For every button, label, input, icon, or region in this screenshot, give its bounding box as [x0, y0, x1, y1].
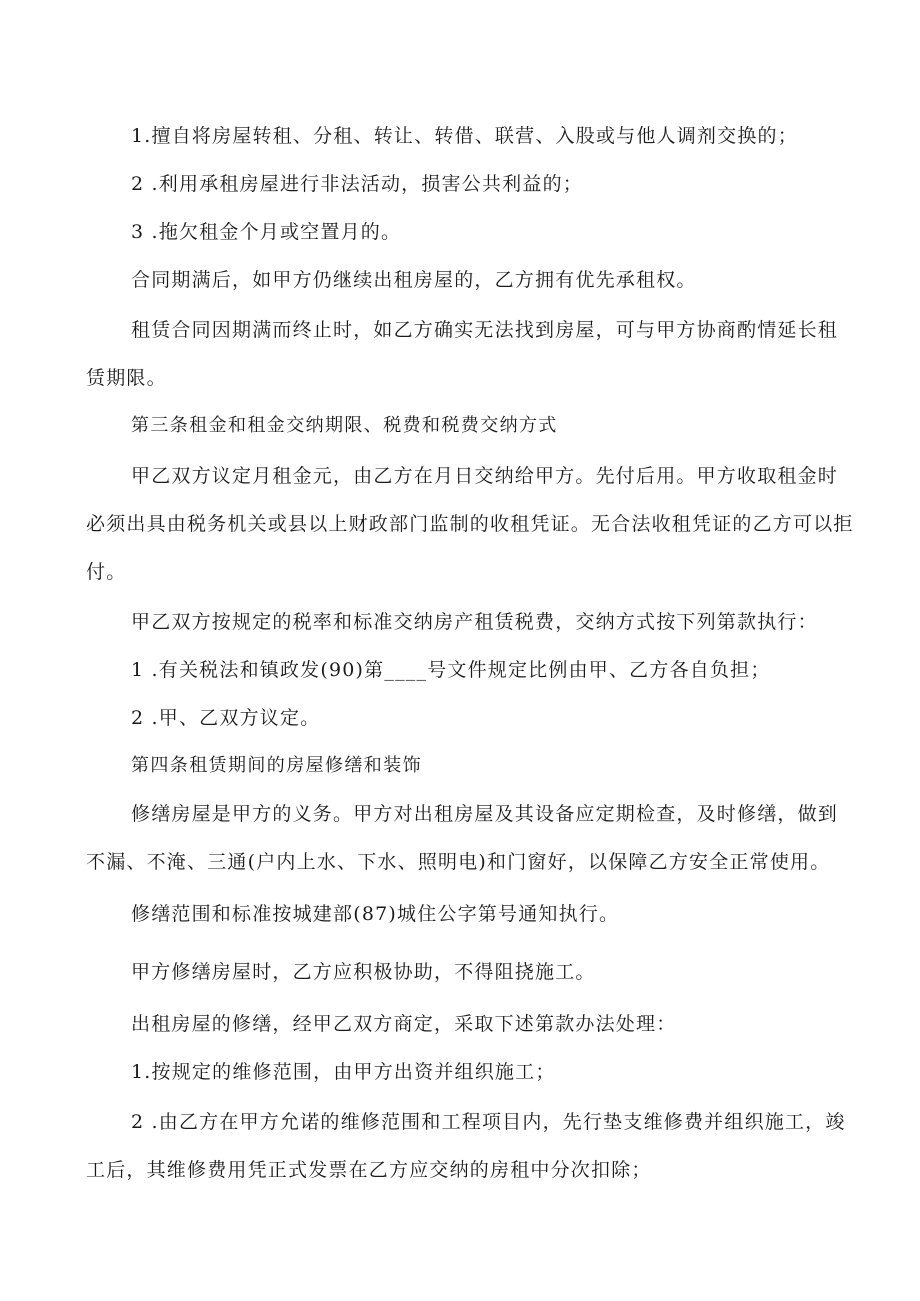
paragraph-line: 修缮房屋是甲方的义务。甲方对出租房屋及其设备应定期检查，及时修缮，做到 — [131, 803, 839, 825]
section-heading-3: 第三条租金和租金交纳期限、税费和税费交纳方式 — [131, 415, 558, 436]
clause-line: 1.按规定的维修范围，由甲方出资并组织施工； — [131, 1061, 556, 1083]
clause-line-1: 1.擅自将房屋转租、分租、转让、转借、联营、入股或与他人调剂交换的； — [131, 125, 798, 147]
clause-line-3: 3 .拖欠租金个月或空置月的。 — [131, 221, 402, 243]
paragraph-line: 甲乙双方议定月租金元，由乙方在月日交纳给甲方。先付后用。甲方收取租金时 — [131, 465, 839, 487]
clause-line: 1 .有关税法和镇政发(90)第____号文件规定比例由甲、乙方各自负担； — [131, 659, 771, 681]
clause-line-2: 2 .利用承租房屋进行非法活动，损害公共利益的； — [131, 173, 583, 195]
paragraph-line: 赁期限。 — [86, 367, 167, 389]
paragraph-line: 必须出具由税务机关或县以上财政部门监制的收租凭证。无合法收租凭证的乙方可以拒 — [86, 513, 854, 535]
paragraph-line: 甲乙双方按规定的税率和标准交纳房产租赁税费，交纳方式按下列第款执行： — [131, 611, 818, 633]
paragraph-line: 合同期满后，如甲方仍继续出租房屋的，乙方拥有优先承租权。 — [131, 269, 697, 291]
paragraph-line: 修缮范围和标准按城建部(87)城住公字第号通知执行。 — [131, 903, 620, 925]
clause-line: 2 .由乙方在甲方允诺的维修范围和工程项目内，先行垫支维修费并组织施工，竣 — [131, 1111, 846, 1133]
clause-line: 2 .甲、乙双方议定。 — [131, 707, 321, 729]
paragraph-line: 付。 — [86, 561, 127, 583]
paragraph-line: 甲方修缮房屋时，乙方应积极协助，不得阻挠施工。 — [131, 961, 596, 983]
section-heading-4: 第四条租赁期间的房屋修缮和装饰 — [131, 755, 422, 776]
paragraph-line: 租赁合同因期满而终止时，如乙方确实无法找到房屋，可与甲方协商酌情延长租 — [131, 319, 839, 341]
paragraph-line: 出租房屋的修缮，经甲乙双方商定，采取下述第款办法处理： — [131, 1013, 677, 1035]
paragraph-line: 工后，其维修费用凭正式发票在乙方应交纳的房租中分次扣除； — [86, 1159, 652, 1181]
paragraph-line: 不漏、不淹、三通(户内上水、下水、照明电)和门窗好，以保障乙方安全正常使用。 — [86, 851, 831, 873]
